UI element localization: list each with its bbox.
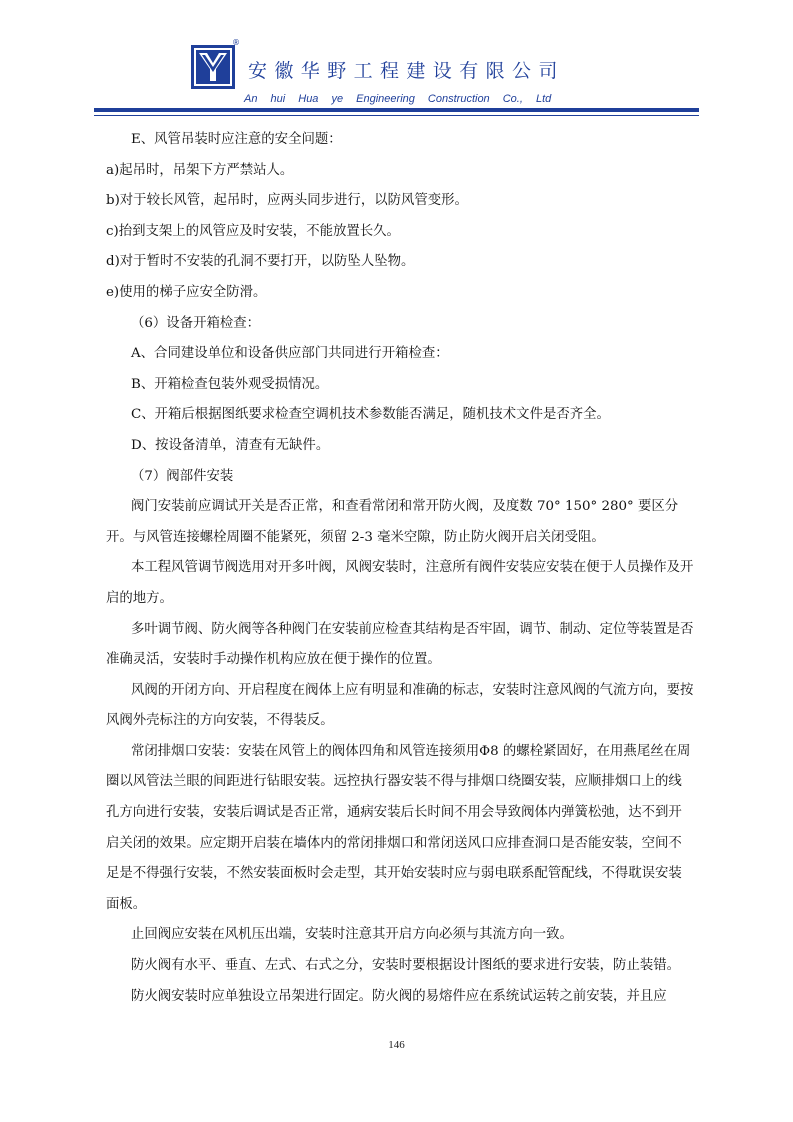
paragraph: 阀门安装前应调试开关是否正常，和查看常闭和常开防火阀，及度数 70° 150° 280° 要区分开。与风管连接螺栓周圈不能紧死，须留 2-3 毫米空隙，防止防火阀开启关闭受阻。 — [106, 499, 679, 545]
page-number: 146 — [388, 1039, 405, 1051]
paragraph: 本工程风管调节阀选用对开多叶阀，风阀安装时，注意所有阀件安装应安装在便于人员操作及开启的地方。 — [106, 560, 694, 606]
section-heading-7: （7）阀部件安装 — [131, 468, 234, 484]
page-header — [0, 0, 793, 118]
list-item-upper-d: D、按设备清单，清查有无缺件。 — [131, 437, 330, 453]
company-name-chinese: 安徽华野工程建设有限公司 — [248, 60, 565, 82]
paragraph: 止回阀应安装在风机压出端，安装时注意其开启方向必须与其流方向一致。 — [131, 927, 573, 943]
list-item-upper-a: A、合同建设单位和设备供应部门共同进行开箱检查： — [131, 346, 449, 362]
paragraph: 防火阀安装时应单独设立吊架进行固定。防火阀的易熔件应在系统试运转之前安装，并且应 — [131, 988, 667, 1004]
header-rule-thick — [94, 108, 699, 112]
section-heading-e: E、风管吊装时应注意的安全问题： — [131, 132, 342, 147]
paragraph: 多叶调节阀、防火阀等各种阀门在安装前应检查其结构是否牢固，调节、制动、定位等装置是否准确灵活，安装时手动操作机构应放在便于操作的位置。 — [106, 621, 694, 668]
list-item-b: b)对于较长风管，起吊时，应两头同步进行，以防风管变形。 — [106, 193, 468, 209]
paragraph: 常闭排烟口安装：安装在风管上的阀体四角和风管连接须用Φ8 的螺栓紧固好，在用燕尾丝在周圈以风管法兰眼的间距进行钻眼安装。远控执行器安装不得与排烟口绕圈安装，应顺排烟口上的线孔方向进行安装，安装后调试是否正常，通病安装后长时间不用会导致阀体内弹簧松弛，达不到开启关闭的效果。应定期开启装在墙体内的常闭排烟口和常闭送风口应排查洞口是否能安装，空间不足是不得强行安装，不然安装面板时会走型，其开始安装时应与弱电联系配管配线，不得耽误安装面板。 — [106, 743, 691, 912]
list-item-c: c)抬到支架上的风管应及时安装，不能放置长久。 — [106, 223, 400, 239]
document-body — [106, 125, 694, 1012]
list-item-upper-b: B、开箱检查包装外观受损情况。 — [131, 376, 329, 392]
company-logo-icon — [190, 44, 236, 90]
list-item-e: e)使用的梯子应安全防滑。 — [106, 284, 267, 300]
section-heading-6: （6）设备开箱检查： — [131, 315, 261, 331]
paragraph: 防火阀有水平、垂直、左式、右式之分，安装时要根据设计图纸的要求进行安装，防止装错。 — [131, 958, 681, 974]
list-item-upper-c: C、开箱后根据图纸要求检查空调机技术参数能否满足，随机技术文件是否齐全。 — [131, 407, 610, 423]
company-name-english: An hui Hua ye Engineering Construction Co., Ltd — [244, 93, 552, 105]
header-rule-thin — [94, 115, 699, 116]
list-item-d: d)对于暂时不安装的孔洞不要打开，以防坠人坠物。 — [106, 254, 415, 270]
list-item-a: a)起吊时，吊架下方严禁站人。 — [106, 162, 294, 178]
paragraph: 风阀的开闭方向、开启程度在阀体上应有明显和准确的标志，安装时注意风阀的气流方向，要按风阀外壳标注的方向安装，不得装反。 — [106, 682, 694, 729]
registered-trademark-mark: ® — [232, 38, 240, 47]
